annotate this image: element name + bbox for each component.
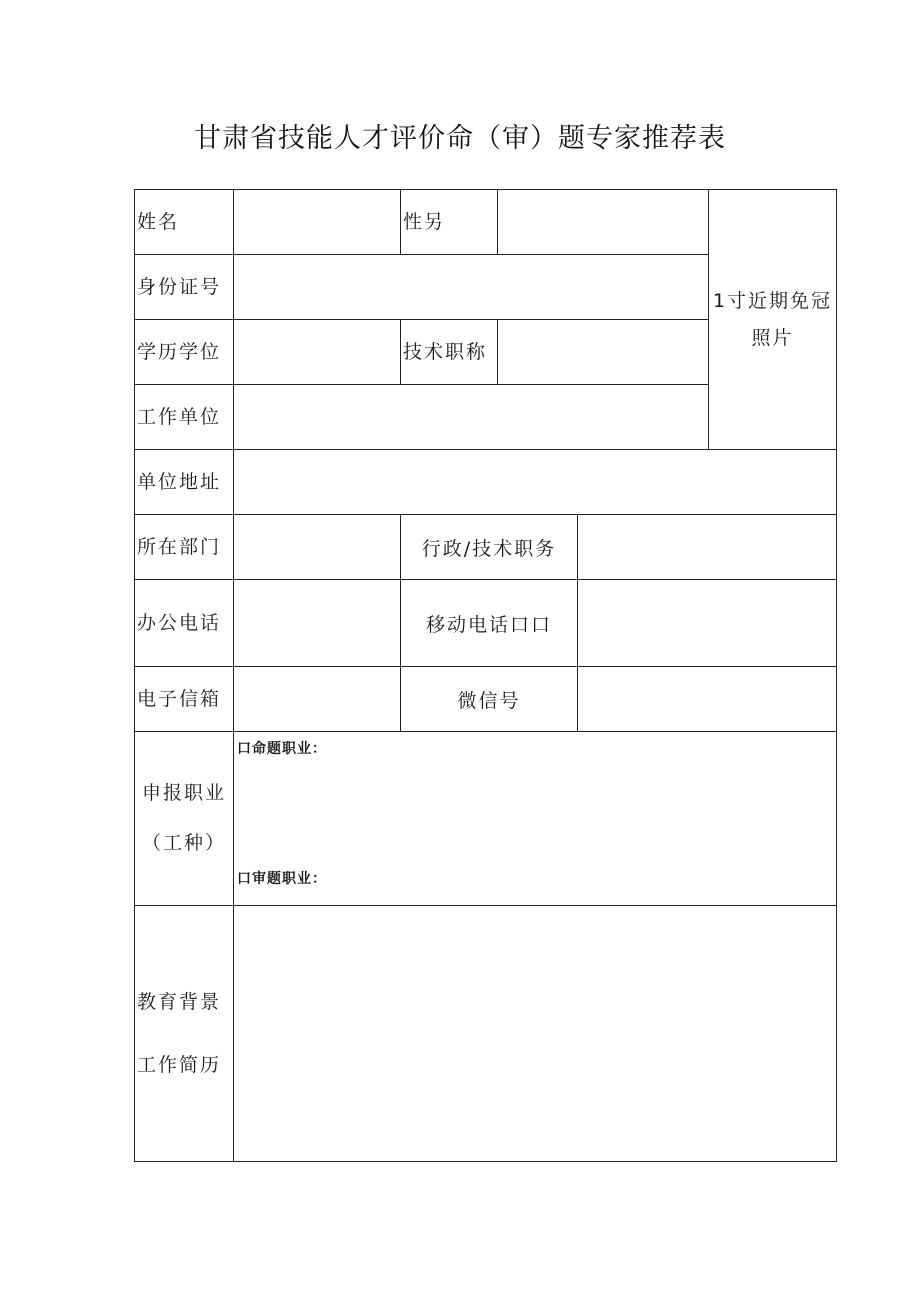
wechat-label: 微信号 — [401, 667, 578, 732]
proposition-occupation-option[interactable]: 口命题职业： — [237, 741, 327, 757]
occupation-label — [135, 732, 234, 906]
photo-placeholder[interactable] — [709, 190, 837, 450]
occupation-label-line2: （工种） — [141, 831, 226, 854]
work-unit-label: 工作单位 — [135, 385, 234, 450]
page-title: 甘肃省技能人才评价命（审）题专家推荐表 — [194, 123, 726, 154]
gender-label: 性另 — [401, 190, 498, 255]
recommendation-form-table — [134, 189, 837, 1162]
occupation-label-line1: 申报职业 — [141, 782, 226, 805]
id-number-field[interactable] — [234, 255, 709, 320]
email-label: 电子信箱 — [135, 667, 234, 732]
edu-work-label — [135, 906, 234, 1162]
department-label: 所在部门 — [135, 515, 234, 580]
wechat-field[interactable] — [578, 667, 837, 732]
education-degree-label: 学历学位 — [135, 320, 234, 385]
name-field[interactable] — [234, 190, 401, 255]
photo-caption-line2: 照片 — [751, 326, 794, 349]
id-number-label: 身份证号 — [135, 255, 234, 320]
edu-background-label: 教育背景 — [137, 990, 222, 1013]
department-field[interactable] — [234, 515, 401, 580]
review-occupation-option[interactable]: 口审题职业： — [237, 871, 327, 887]
office-phone-label: 办公电话 — [135, 580, 234, 667]
occupation-field[interactable] — [234, 732, 837, 906]
admin-tech-position-field[interactable] — [578, 515, 837, 580]
technical-title-label: 技术职称 — [401, 320, 498, 385]
unit-address-label: 单位地址 — [135, 450, 234, 515]
gender-field[interactable] — [498, 190, 709, 255]
office-phone-field[interactable] — [234, 580, 401, 667]
education-degree-field[interactable] — [234, 320, 401, 385]
name-label: 姓名 — [135, 190, 234, 255]
photo-caption-line1: 1寸近期免冠 — [712, 290, 833, 313]
edu-work-field[interactable] — [234, 906, 837, 1162]
work-unit-field[interactable] — [234, 385, 709, 450]
mobile-phone-label: 移动电话口口 — [401, 580, 578, 667]
mobile-phone-field[interactable] — [578, 580, 837, 667]
work-history-label: 工作简历 — [137, 1053, 222, 1076]
unit-address-field[interactable] — [234, 450, 837, 515]
technical-title-field[interactable] — [498, 320, 709, 385]
email-field[interactable] — [234, 667, 401, 732]
admin-tech-position-label: 行政/技术职务 — [401, 515, 578, 580]
